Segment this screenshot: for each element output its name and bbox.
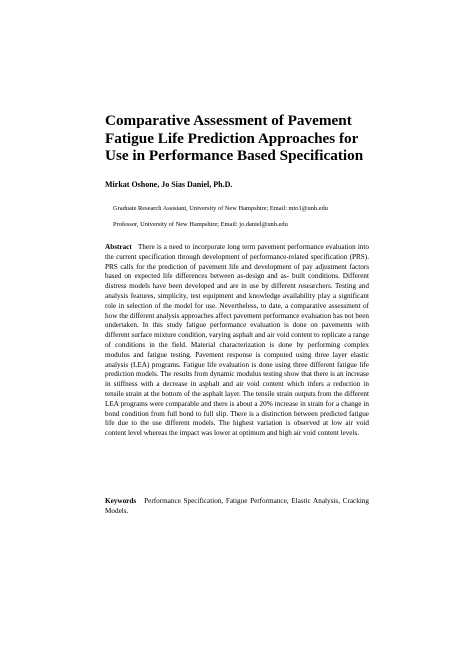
- abstract-text: There is a need to incorporate long term pavement performance evaluation into the current specification through development of performance-related specification (PRS). PRS calls for the prediction of pavement life and development of pay adjustment factors based on expected life differences between as-design and as- built conditions. Different distress models have been developed and are in use by different researchers. Testing and analysis features, simplicity, test equipment and knowledge availability play a significant role in selection of the model for use. Nevertheless, to date, a comparative assessment of how the different analysis approaches affect pavement performance evaluation has not been undertaken. In this study fatigue performance evaluation is done on pavements with different surface mixture condition, varying asphalt and air void content to replicate a range of conditions in the field. Material characterization is done by performing complex modulus and fatigue testing. Pavement response is computed using three layer elastic analysis (LEA) programs. Fatigue life evaluation is done using three different fatigue life prediction models. The results from dynamic modulus testing show that there is an increase in stiffness with a decrease in asphalt and air void content which infers a reduction in tensile strain at the bottom of the asphalt layer. The tensile strain outputs from the different LEA programs were comparable and there is about a 20% increase in strain for a change in bond condition from full bond to full slip. There is a distinction between predicted fatigue life due to the use different models. The highest variation is observed at low air void content level whereas the impact was lower at optimum and high air void content levels.: [105, 243, 369, 438]
- author-list: Mirkat Oshone, Jo Sias Daniel, Ph.D.: [105, 180, 233, 189]
- keywords-text: Performance Specification, Fatigue Performance, Elastic Analysis, Cracking Models.: [105, 497, 370, 515]
- affiliation-2: Professor, University of New Hampshire; Email: jo.daniel@unh.edu: [113, 221, 288, 228]
- abstract-section: [105, 243, 369, 439]
- keywords-section: [105, 497, 369, 517]
- abstract-label: Abstract: [105, 243, 132, 251]
- paper-title: Comparative Assessment of Pavement Fatigue Life Prediction Approaches for Use in Performance Based Specification: [105, 112, 364, 164]
- affiliation-1: Graduate Research Assistant, University of New Hampshire; Email: mto1@unh.edu: [113, 205, 328, 212]
- keywords-label: Keywords: [105, 497, 137, 505]
